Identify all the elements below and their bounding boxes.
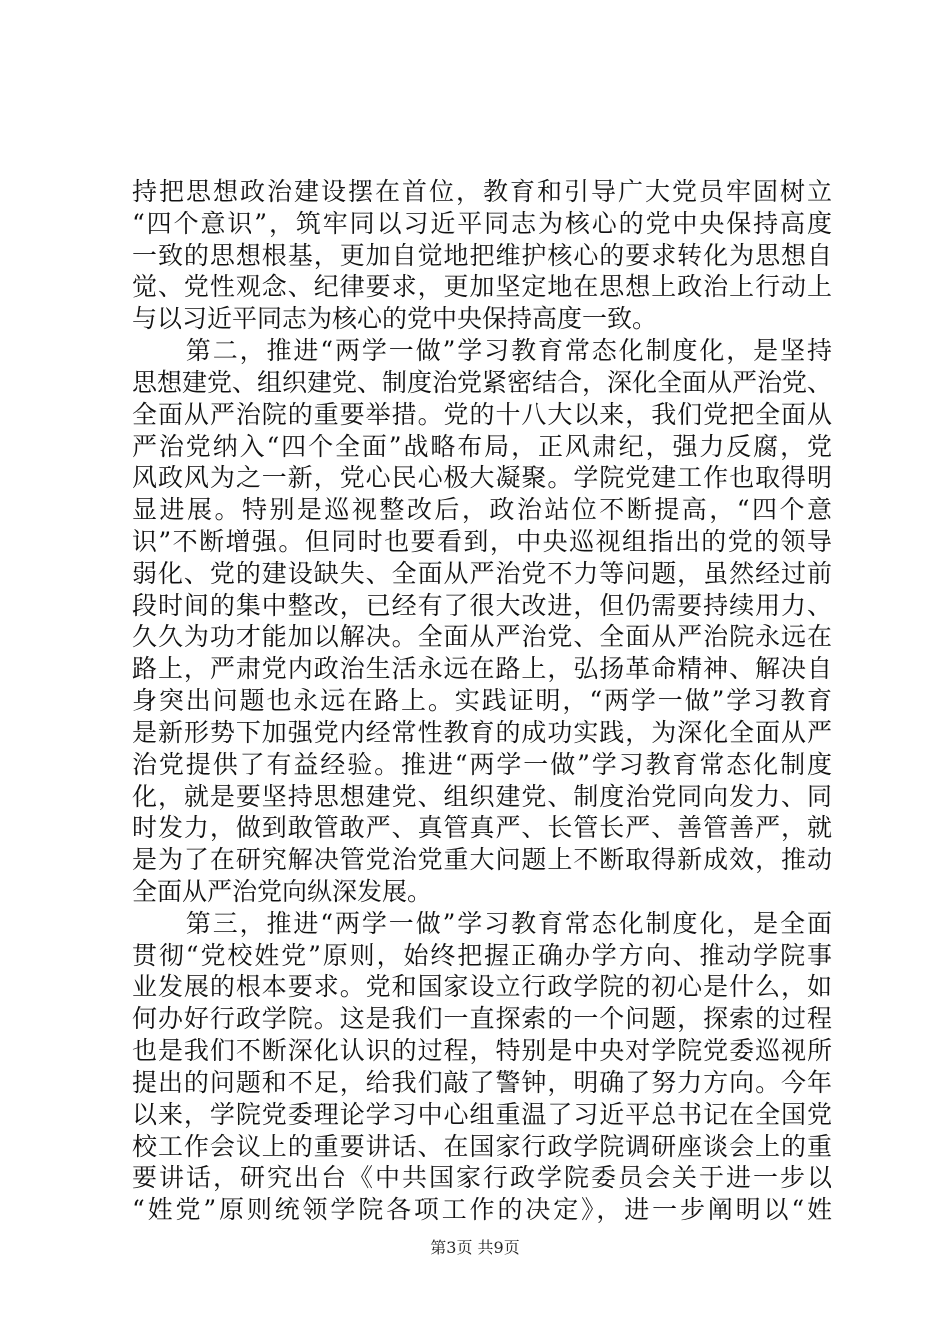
text-line: 以来，学院党委理论学习中心组重温了习近平总书记在全国党	[132, 1099, 832, 1129]
text-line: 显进展。特别是巡视整改后，政治站位不断提高，“四个意	[132, 495, 832, 525]
text-line: 提出的问题和不足，给我们敲了警钟，明确了努力方向。今年	[132, 1067, 832, 1097]
text-line: 觉、党性观念、纪律要求，更加坚定地在思想上政治上行动上	[132, 272, 832, 302]
text-line: 身突出问题也永远在路上。实践证明，“两学一做”学习教育	[132, 686, 832, 716]
text-line: 治党提供了有益经验。推进“两学一做”学习教育常态化制度	[132, 749, 832, 779]
text-line: 识”不断增强。但同时也要看到，中央巡视组指出的党的领导	[132, 527, 832, 556]
text-line: 久久为功才能加以解决。全面从严治党、全面从严治院永远在	[132, 622, 832, 652]
text-line: 要讲话，研究出台《中共国家行政学院委员会关于进一步以	[132, 1163, 832, 1193]
text-line: 校工作会议上的重要讲话、在国家行政学院调研座谈会上的重	[132, 1131, 832, 1161]
text-line: 全面从严治院的重要举措。党的十八大以来，我们党把全面从	[132, 399, 832, 429]
text-line: “姓党”原则统领学院各项工作的决定》，进一步阐明以“姓	[132, 1195, 832, 1225]
text-line: 严治党纳入“四个全面”战略布局，正风肃纪，强力反腐，党	[132, 431, 832, 461]
text-line: 是新形势下加强党内经常性教育的成功实践，为深化全面从严	[132, 717, 832, 747]
text-line: 持把思想政治建设摆在首位，教育和引导广大党员牢固树立	[132, 177, 832, 206]
text-line: 也是我们不断深化认识的过程，特别是中央对学院党委巡视所	[132, 1036, 832, 1066]
text-line: 何办好行政学院。这是我们一直探索的一个问题，探索的过程	[132, 1004, 832, 1034]
text-line: 段时间的集中整改，已经有了很大改进，但仍需要持续用力、	[132, 590, 832, 620]
text-line: 业发展的根本要求。党和国家设立行政学院的初心是什么，如	[132, 972, 832, 1002]
text-line: 第二，推进“两学一做”学习教育常态化制度化，是坚持	[132, 336, 832, 366]
page-number-footer: 第3页 共9页	[430, 1238, 520, 1257]
text-line: “四个意识”，筑牢同以习近平同志为核心的党中央保持高度	[132, 208, 832, 238]
text-line: 化，就是要坚持思想建党、组织建党、制度治党同向发力、同	[132, 781, 832, 811]
text-line: 思想建党、组织建党、制度治党紧密结合，深化全面从严治党、	[132, 367, 832, 397]
text-line: 路上，严肃党内政治生活永远在路上，弘扬革命精神、解决自	[132, 654, 832, 684]
text-line: 贯彻“党校姓党”原则，始终把握正确办学方向、推动学院事	[132, 940, 832, 970]
text-line: 第三，推进“两学一做”学习教育常态化制度化，是全面	[132, 908, 832, 938]
text-line: 弱化、党的建设缺失、全面从严治党不力等问题，虽然经过前	[132, 558, 832, 588]
text-line: 全面从严治党向纵深发展。	[132, 877, 433, 906]
text-line: 与以习近平同志为核心的党中央保持高度一致。	[132, 304, 658, 334]
text-line: 一致的思想根基，更加自觉地把维护核心的要求转化为思想自	[132, 240, 832, 270]
text-line: 风政风为之一新，党心民心极大凝聚。学院党建工作也取得明	[132, 463, 832, 493]
text-line: 时发力，做到敢管敢严、真管真严、长管长严、善管善严，就	[132, 813, 832, 843]
text-line: 是为了在研究解决管党治党重大问题上不断取得新成效，推动	[132, 845, 832, 875]
